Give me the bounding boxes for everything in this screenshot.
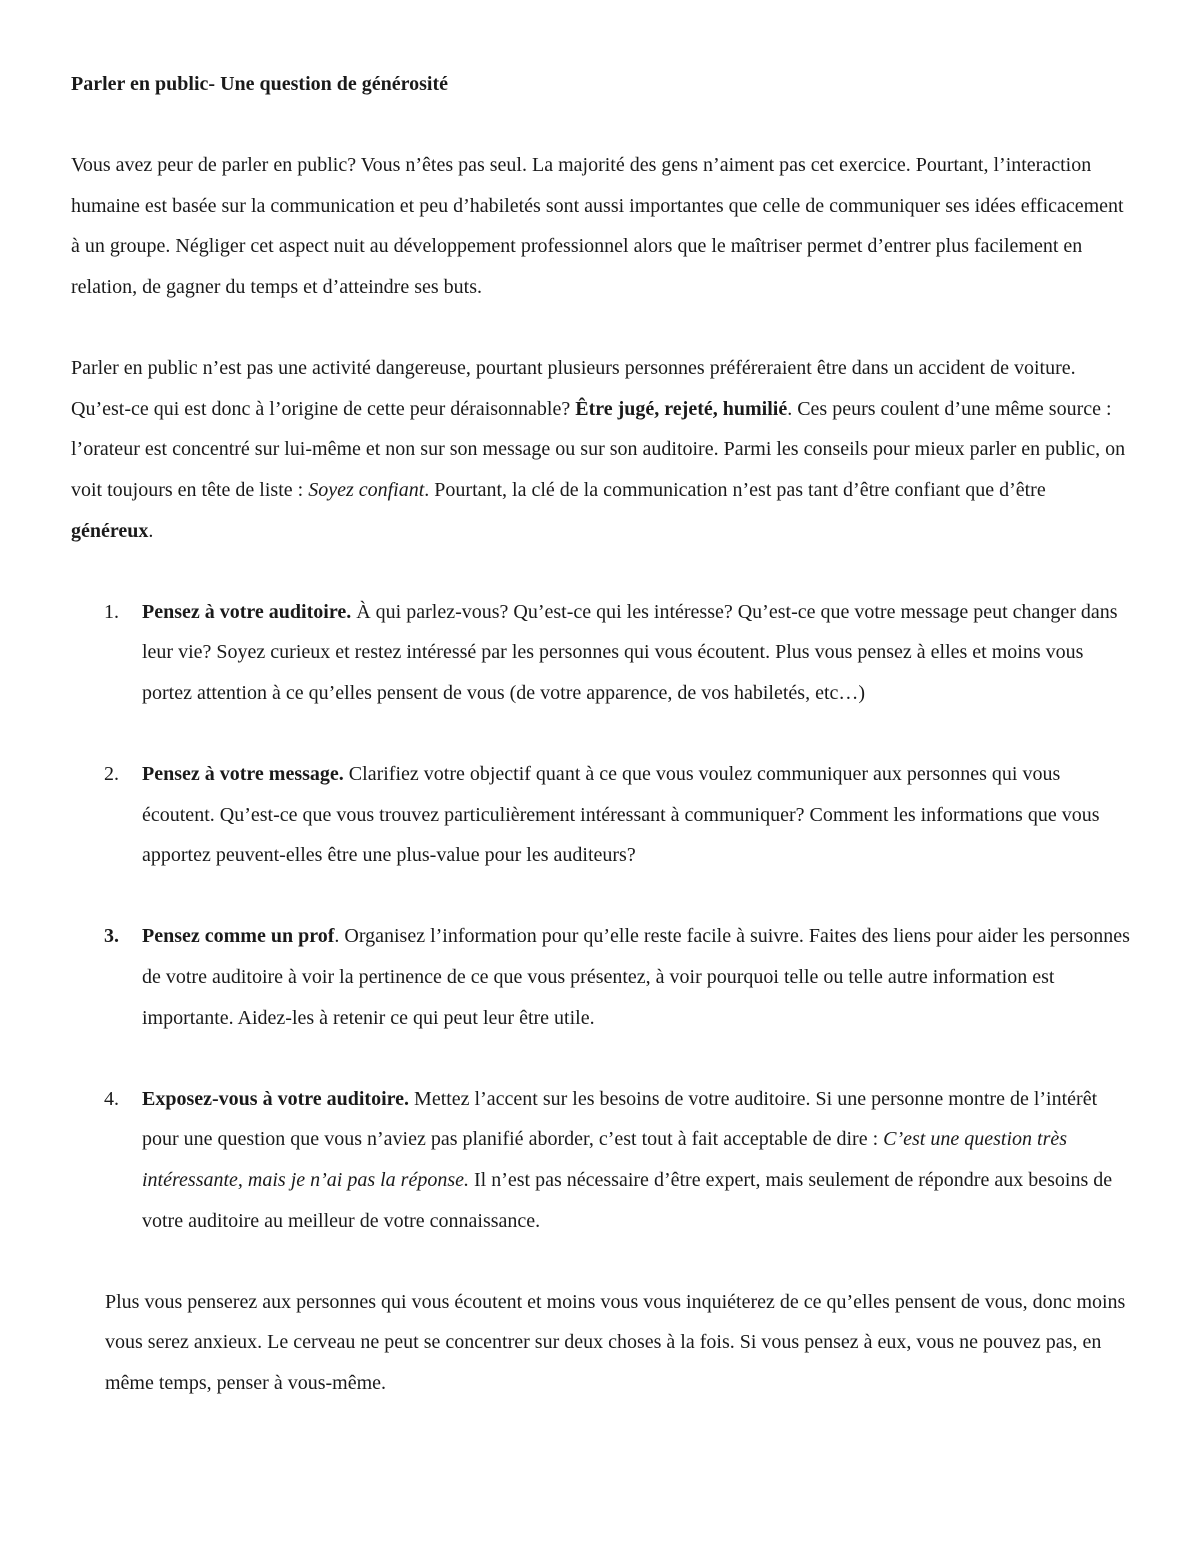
document-page: [71, 64, 1131, 1404]
fears-text-b: . Ces peurs coulent d’une même source : l’orateur est concentré sur lui-même et non sur son message ou sur son auditoire. Parmi les conseils pour mieux parler en public, on voit toujours en tête de liste :: [71, 397, 1126, 501]
list-item-heading: Exposez-vous à votre auditoire.: [142, 1087, 410, 1110]
list-number: 2.: [104, 763, 119, 786]
list-item: [71, 1079, 1131, 1241]
list-number: 3.: [104, 925, 119, 948]
list-item-heading: Pensez à votre auditoire.: [142, 600, 352, 623]
fears-text-a: Parler en public n’est pas une activité dangereuse, pourtant plusieurs personnes préféreraient être dans un accident de voiture. Qu’est-ce qui est donc à l’origine de cette peur déraisonnable?: [71, 357, 1076, 420]
document-title: Parler en public- Une question de générosité: [71, 73, 449, 95]
fears-text-d: .: [148, 519, 154, 542]
list-item-body: . Organisez l’information pour qu’elle reste facile à suivre. Faites des liens pour aider les personnes de votre auditoire à voir la pertinence de ce que vous présentez, à voir pourquoi telle ou telle autre information est importante. Aidez-les à retenir ce qui peut leur être utile.: [142, 925, 1130, 1029]
fears-paragraph: [71, 348, 1131, 551]
list-item-body-end: Il n’est pas nécessaire d’être expert, mais seulement de répondre aux besoins de votre auditoire au meilleur de votre connaissance.: [142, 1169, 1113, 1232]
list-item-heading: Pensez à votre message.: [142, 763, 344, 786]
list-item-body: Mettez l’accent sur les besoins de votre auditoire. Si une personne montre de l’intérêt pour une question que vous n’aviez pas planifié aborder, c’est tout à fait acceptable de dire :: [142, 1087, 1098, 1151]
list-item: [71, 754, 1131, 876]
list-number: 1.: [104, 600, 119, 623]
quote-italic: C’est une question très intéressante, mais je n’ai pas la réponse.: [142, 1128, 1068, 1192]
fears-bold: Être jugé, rejeté, humilié: [575, 397, 788, 420]
list-number: 4.: [104, 1087, 119, 1110]
tips-list: [71, 592, 1131, 1242]
list-item-body: Clarifiez votre objectif quant à ce que vous voulez communiquer aux personnes qui vous écoutent. Qu’est-ce que vous trouvez particulièrement intéressant à communiquer? Comment les informations que vous apportez peuvent-elles être une plus-value pour les auditeurs?: [142, 763, 1100, 867]
list-item-body: À qui parlez-vous? Qu’est-ce qui les intéresse? Qu’est-ce que votre message peut changer dans leur vie? Soyez curieux et restez intéressé par les personnes qui vous écoutent. Plus vous pensez à elles et moins vous portez attention à ce qu’elles pensent de vous (de votre apparence, de vos habiletés, etc…): [142, 600, 1118, 704]
fears-text-c: . Pourtant, la clé de la communication n’est pas tant d’être confiant que d’être: [424, 478, 1046, 501]
closing-paragraph: Plus vous penserez aux personnes qui vous écoutent et moins vous vous inquiéterez de ce qu’elles pensent de vous, donc moins vous serez anxieux. Le cerveau ne peut se concentrer sur deux choses à la fois. Si vous pensez à eux, vous ne pouvez pas, en même temps, penser à vous-même.: [105, 1290, 1126, 1394]
intro-paragraph: Vous avez peur de parler en public? Vous n’êtes pas seul. La majorité des gens n’aiment pas cet exercice. Pourtant, l’interaction humaine est basée sur la communication et peu d’habiletés sont aussi importantes que celle de communiquer ses idées efficacement à un groupe. Négliger cet aspect nuit au développement professionnel alors que le maîtriser permet d’entrer plus facilement en relation, de gagner du temps et d’atteindre ses buts.: [71, 154, 1124, 298]
list-item-heading: Pensez comme un prof: [142, 925, 335, 948]
list-item: [71, 916, 1131, 1038]
tip-italic: Soyez confiant: [308, 478, 425, 501]
key-bold: généreux: [71, 519, 149, 542]
list-item: [71, 592, 1131, 714]
